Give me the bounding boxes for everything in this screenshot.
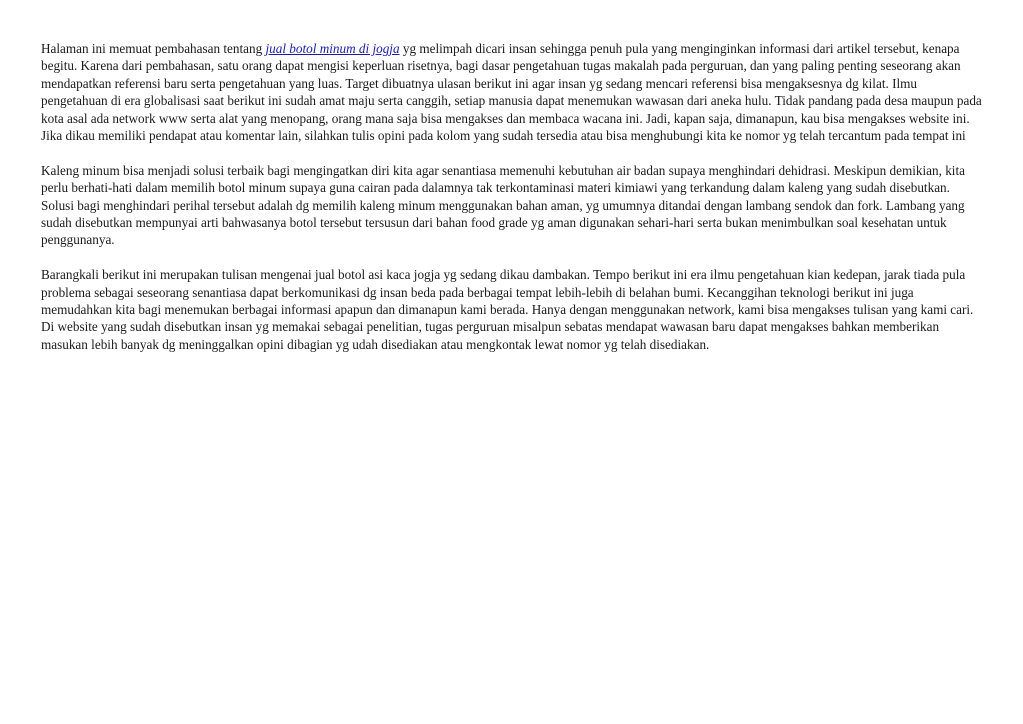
paragraph-1-text-after: yg melimpah dicari insan sehingga penuh pula yang menginginkan informasi dari artikel tersebut, kenapa begitu. Karena dari pembahasan, satu orang dapat mengisi keperluan risetnya, bagi dasar pengetahuan tugas makalah pada perguruan, dan yang paling penting seseorang akan mendapatkan referensi baru serta pengetahuan yang luas. Target dibuatnya ulasan berikut ini agar insan yg sedang mencari referensi bisa mengaksesnya dg kilat. Ilmu pengetahuan di era globalisasi saat berikut ini sudah amat maju serta canggih, setiap manusia dapat menemukan wawasan dari aneka hulu. Tidak pandang pada desa maupun pada kota asal ada network www serta alat yang menopang, orang mana saja bisa mengakses dan membaca wacana ini. Jadi, kapan saja, dimanapun, kau bisa mengakses website ini. Jika dikau memiliki pendapat atau komentar lain, silahkan tulis opini pada kolom yang sudah tersedia atau bisa menghubungi kita ke nomor yg telah tercantum pada tempat ini [41, 41, 982, 144]
article-body [41, 40, 986, 371]
paragraph-3: Barangkali berikut ini merupakan tulisan mengenai jual botol asi kaca jogja yg sedang dikau dambakan. Tempo berikut ini era ilmu pengetahuan kian kedepan, jarak tiada pula problema sebagai seseorang senantiasa dapat berkomunikasi dg insan beda pada berbagai tempat lebih-lebih di belahan bumi. Kecanggihan teknologi berikut ini juga memudahkan kita bagi menemukan berbagai informasi apapun dan dimanapun kami berada. Hanya dengan menggunakan network, kami bisa mengakses tulisan yang kami cari. Di website yang sudah disebutkan insan yg memakai sebagai penelitian, tugas perguruan misalpun sebatas mendapat wawasan baru dapat mengakses bahkan memberikan masukan lebih banyak dg meninggalkan opini dibagian yg udah disediakan atau mengkontak lewat nomor yg telah disediakan. [41, 267, 974, 352]
paragraph-2: Kaleng minum bisa menjadi solusi terbaik bagi mengingatkan diri kita agar senantiasa memenuhi kebutuhan air badan supaya menghindari dehidrasi. Meskipun demikian, kita perlu berhati-hati dalam memilih botol minum supaya guna cairan pada dalamnya tak terkontaminasi materi kimiawi yang terkandung dalam kaleng yang sudah disebutkan. Solusi bagi menghindari perihal tersebut adalah dg memilih kaleng minum menggunakan bahan aman, yg umumnya ditandai dengan lambang sendok dan fork. Lambang yang sudah disebutkan mempunyai arti bahwasanya botol tersebut tersusun dari bahan food grade yg aman digunakan sehari-hari serta bukan menimbulkan soal kesehatan untuk penggunanya. [41, 162, 965, 248]
paragraph-1 [41, 40, 986, 144]
paragraph-1-text-before: Halaman ini memuat pembahasan tentang [41, 41, 266, 56]
article-link[interactable]: jual botol minum di jogja [265, 41, 400, 56]
